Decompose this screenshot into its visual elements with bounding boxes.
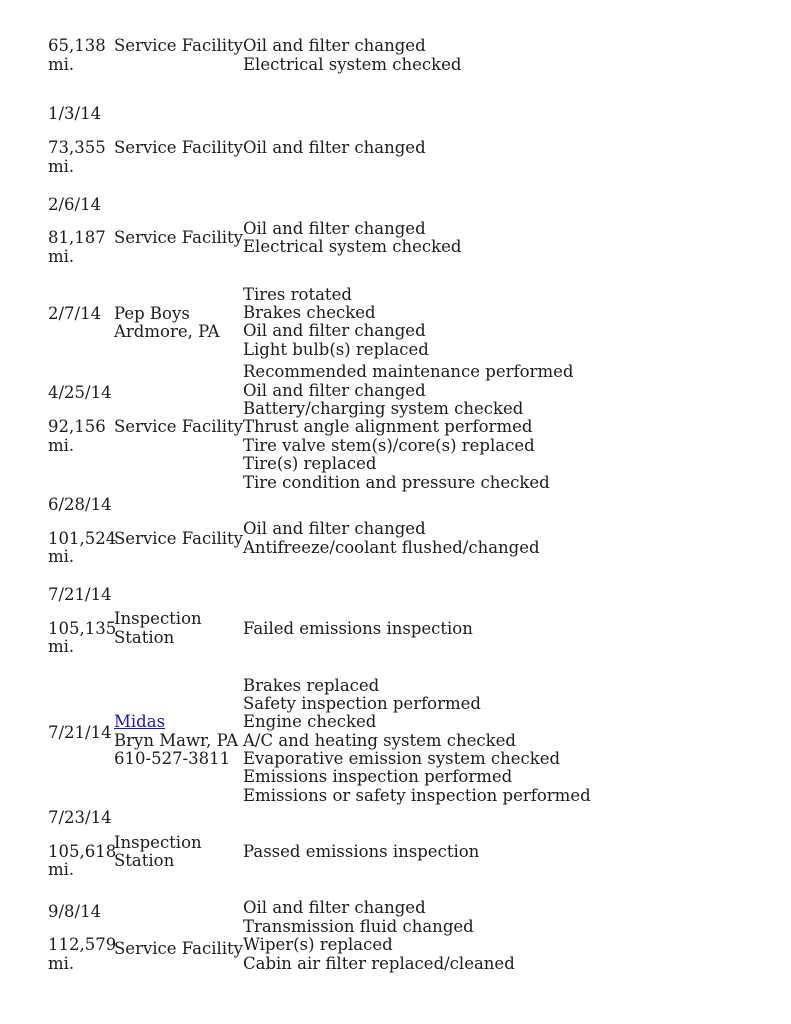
mileage: 101,524 [48,529,117,548]
service-item: Tires rotated [243,285,352,304]
mileage: 105,618 [48,842,117,861]
service-item: Antifreeze/coolant flushed/changed [243,538,540,557]
service-item: Oil and filter changed [243,898,426,917]
service-item: Emissions or safety inspection performed [243,786,591,805]
service-item: Safety inspection performed [243,694,481,713]
service-item: Light bulb(s) replaced [243,340,429,359]
date: 7/23/14 [48,808,112,827]
service-item: Oil and filter changed [243,138,426,157]
service-item: A/C and heating system checked [243,731,516,750]
mileage-unit: mi. [48,547,75,566]
mileage-unit: mi. [48,436,75,455]
date: 1/3/14 [48,104,102,123]
date: 4/25/14 [48,383,112,402]
service-item: Brakes replaced [243,676,380,695]
service-item: Wiper(s) replaced [243,935,393,954]
service-item: Brakes checked [243,303,376,322]
provider: Service Facility [114,228,243,247]
provider-line-2: Station [114,628,175,647]
service-item: Emissions inspection performed [243,767,513,786]
mileage-unit: mi. [48,55,75,74]
service-item: Oil and filter changed [243,321,426,340]
mileage: 92,156 [48,417,106,436]
provider-phone: 610-527-3811 [114,749,231,768]
provider: Service Facility [114,138,243,157]
mileage: 112,579 [48,935,117,954]
mileage-unit: mi. [48,860,75,879]
service-item: Thrust angle alignment performed [243,417,533,436]
date: 7/21/14 [48,585,112,604]
service-item: Oil and filter changed [243,519,426,538]
provider: Service Facility [114,939,243,958]
service-item: Tire condition and pressure checked [243,473,550,492]
provider-line-2: Station [114,851,175,870]
mileage: 73,355 [48,138,106,157]
mileage: 81,187 [48,228,106,247]
provider-link-midas[interactable]: Midas [114,712,166,731]
date: 7/21/14 [48,723,112,742]
service-item: Passed emissions inspection [243,842,480,861]
provider: Inspection [114,833,202,852]
mileage-unit: mi. [48,157,75,176]
provider-location: Ardmore, PA [114,322,220,341]
service-item: Tire valve stem(s)/core(s) replaced [243,436,535,455]
provider: Service Facility [114,36,243,55]
service-item: Oil and filter changed [243,219,426,238]
service-item: Battery/charging system checked [243,399,524,418]
service-item: Electrical system checked [243,55,462,74]
date: 6/28/14 [48,495,112,514]
service-item: Recommended maintenance performed [243,362,574,381]
mileage-unit: mi. [48,247,75,266]
service-item: Transmission fluid changed [243,917,474,936]
service-item: Evaporative emission system checked [243,749,561,768]
date: 9/8/14 [48,902,102,921]
provider: Inspection [114,609,202,628]
provider-location: Bryn Mawr, PA [114,731,239,750]
date: 2/6/14 [48,195,102,214]
service-item: Tire(s) replaced [243,454,377,473]
service-item: Engine checked [243,712,377,731]
provider: Pep Boys [114,304,190,323]
date: 2/7/14 [48,304,102,323]
service-item: Cabin air filter replaced/cleaned [243,954,515,973]
provider: Service Facility [114,417,243,436]
provider: Service Facility [114,529,243,548]
mileage: 65,138 [48,36,106,55]
mileage-unit: mi. [48,954,75,973]
service-item: Oil and filter changed [243,381,426,400]
service-item: Failed emissions inspection [243,619,473,638]
service-item: Electrical system checked [243,237,462,256]
service-item: Oil and filter changed [243,36,426,55]
mileage: 105,135 [48,619,117,638]
mileage-unit: mi. [48,637,75,656]
